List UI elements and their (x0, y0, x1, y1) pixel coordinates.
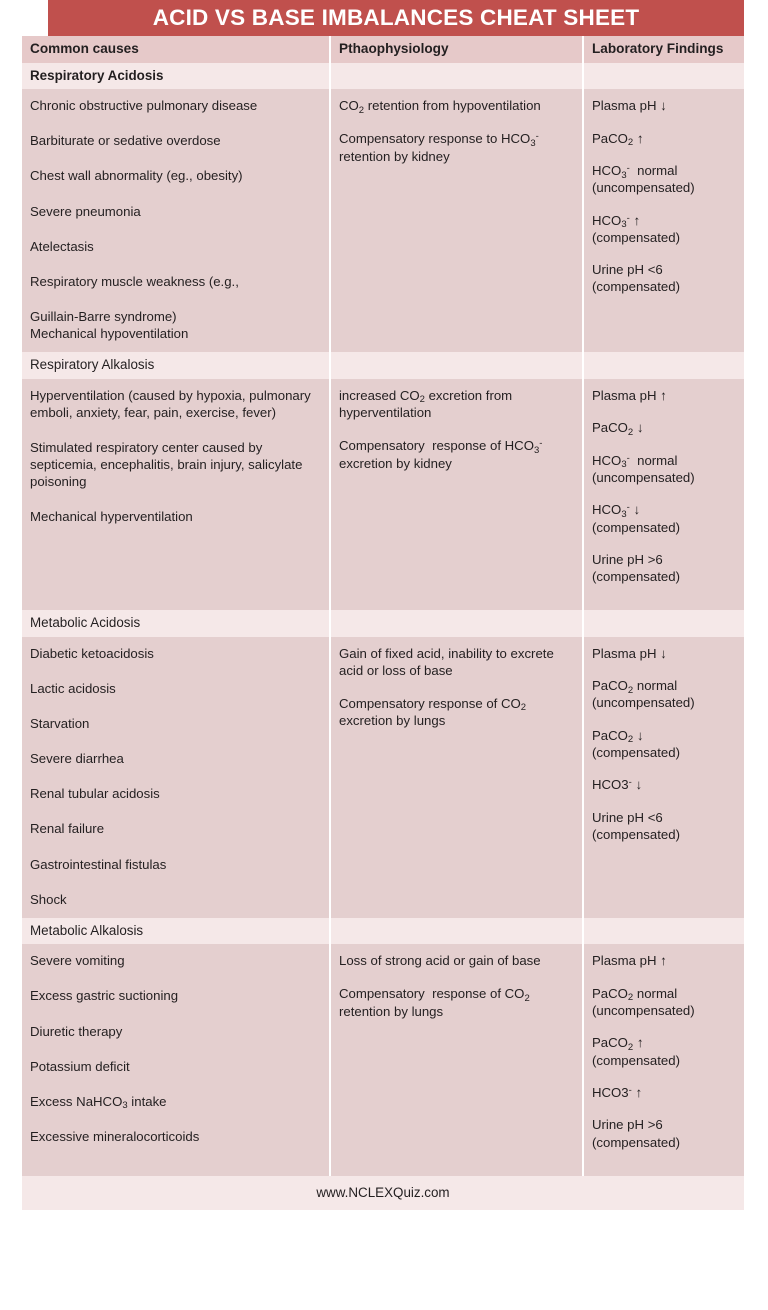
list-item: Gastrointestinal fistulas (30, 856, 167, 872)
table-row (22, 944, 744, 1175)
pathophysiology-list (339, 387, 572, 472)
section-spacer-cell (330, 63, 583, 89)
list-item: $HCO_3^-$ normal (uncompensated) (592, 452, 695, 486)
list-item: Excess NaHCO$_3$ intake (30, 1093, 167, 1112)
section-header-row (22, 352, 744, 378)
list-item: PaCO$_2$ ↓ (592, 420, 644, 438)
list-item: Excess gastric suctioning (30, 988, 179, 1004)
section-spacer-cell (330, 610, 583, 636)
list-item: Diuretic therapy (30, 1023, 123, 1039)
causes-list (30, 952, 319, 1145)
pathophysiology-cell (330, 379, 583, 610)
list-item: Urine pH <6 (compensated) (592, 809, 680, 842)
list-item: Plasma pH ↓ (592, 98, 667, 114)
list-item: increased $CO_2$ excretion from hyperventilation (339, 387, 513, 421)
list-item: $CO_2$ retention from hypoventilation (339, 98, 541, 116)
list-item: HCO3- ↑ (592, 1084, 643, 1100)
causes-list (30, 97, 319, 342)
laboratory-findings-cell (583, 379, 744, 610)
list-item: Plasma pH ↑ (592, 387, 667, 403)
list-item: Lactic acidosis (30, 680, 116, 696)
section-header-row (22, 918, 744, 944)
list-item: PaCO$_2$ normal (uncompensated) (592, 985, 695, 1019)
section-title-respiratory-alkalosis: Respiratory Alkalosis (22, 352, 330, 378)
causes-cell (22, 379, 330, 610)
list-item: Mechanical hyperventilation (30, 509, 193, 525)
list-item: Excessive mineralocorticoids (30, 1129, 200, 1145)
section-spacer-cell (583, 63, 744, 89)
section-spacer-cell (330, 918, 583, 944)
laboratory-findings-list (592, 952, 734, 1150)
pathophysiology-cell (330, 637, 583, 918)
list-item: Severe diarrhea (30, 751, 124, 767)
section-header-row (22, 63, 744, 89)
list-item: Severe pneumonia (30, 203, 141, 219)
laboratory-findings-list (592, 387, 734, 585)
laboratory-findings-list (592, 645, 734, 843)
laboratory-findings-cell (583, 944, 744, 1175)
list-item: Chest wall abnormality (eg., obesity) (30, 168, 243, 184)
list-item: Respiratory muscle weakness (e.g., (30, 273, 239, 289)
list-item: Compensatory response of $CO_2$ retention by lungs (339, 986, 530, 1019)
list-item: Urine pH <6 (compensated) (592, 262, 680, 295)
table-row (22, 637, 744, 918)
list-item: PaCO$_2$ ↑ (592, 130, 644, 148)
causes-cell (22, 89, 330, 352)
list-item: Atelectasis (30, 238, 94, 254)
column-header-pathophysiology: Pthaophysiology (330, 36, 583, 63)
list-item: Starvation (30, 715, 90, 731)
list-item: Plasma pH ↓ (592, 645, 667, 661)
column-header-laboratory-findings: Laboratory Findings (583, 36, 744, 63)
table-column-header-row (22, 36, 744, 63)
list-item: $HCO_3^-$ ↓ (compensated) (592, 502, 680, 535)
section-spacer-cell (583, 610, 744, 636)
column-header-common-causes: Common causes (22, 36, 330, 63)
causes-list (30, 387, 319, 526)
section-spacer-cell (583, 918, 744, 944)
list-item: Renal failure (30, 821, 105, 837)
laboratory-findings-list (592, 97, 734, 295)
footer-row (22, 1176, 744, 1210)
pathophysiology-cell (330, 944, 583, 1175)
laboratory-findings-cell (583, 89, 744, 352)
list-item: Loss of strong acid or gain of base (339, 953, 541, 969)
list-item: Mechanical hypoventilation (30, 326, 189, 342)
list-item: Stimulated respiratory center caused by septicemia, encephalitis, brain injury, salicylate poisoning (30, 440, 303, 490)
list-item: Hyperventilation (caused by hypoxia, pulmonary emboli, anxiety, fear, pain, exercise, fever) (30, 387, 311, 420)
pathophysiology-list (339, 645, 572, 730)
list-item: $HCO_3^-$ normal (uncompensated) (592, 163, 695, 196)
acid-base-table (22, 36, 744, 1210)
section-spacer-cell (330, 352, 583, 378)
list-item: Urine pH >6 (compensated) (592, 1117, 680, 1150)
title-banner (48, 0, 744, 36)
list-item: PaCO$_2$ normal (uncompensated) (592, 678, 695, 711)
pathophysiology-cell (330, 89, 583, 352)
causes-cell (22, 637, 330, 918)
list-item: Chronic obstructive pulmonary disease (30, 98, 258, 114)
table-row (22, 379, 744, 610)
section-header-row (22, 610, 744, 636)
section-spacer-cell (583, 352, 744, 378)
list-item: PaCO$_2$ ↓ (compensated) (592, 727, 680, 761)
list-item: Shock (30, 891, 67, 907)
list-item: Compensatory response of $HCO_3^-$ excretion by kidney (339, 438, 543, 471)
section-title-metabolic-acidosis: Metabolic Acidosis (22, 610, 330, 636)
list-item: Renal tubular acidosis (30, 786, 160, 802)
causes-cell (22, 944, 330, 1175)
list-item: $HCO_3^-$ ↑ (compensated) (592, 212, 680, 246)
list-item: Severe vomiting (30, 953, 125, 969)
page-title: ACID VS BASE IMBALANCES CHEAT SHEET (152, 4, 640, 30)
laboratory-findings-cell (583, 637, 744, 918)
pathophysiology-list (339, 952, 572, 1020)
table-row (22, 89, 744, 352)
list-item: Potassium deficit (30, 1058, 130, 1074)
list-item: Barbiturate or sedative overdose (30, 133, 221, 149)
list-item: Guillain-Barre syndrome) (30, 308, 177, 324)
list-item: Gain of fixed acid, inability to excrete acid or loss of base (339, 645, 554, 678)
pathophysiology-list (339, 97, 572, 165)
list-item: Plasma pH ↑ (592, 953, 667, 969)
list-item: PaCO$_2$ ↑ (compensated) (592, 1035, 680, 1068)
list-item: HCO3- ↓ (592, 777, 643, 793)
list-item: Urine pH >6 (compensated) (592, 551, 680, 584)
causes-list (30, 645, 319, 908)
list-item: Diabetic ketoacidosis (30, 645, 154, 661)
section-title-respiratory-acidosis: Respiratory Acidosis (22, 63, 330, 89)
list-item: Compensatory response to $HCO_3^-$ retention by kidney (339, 131, 539, 164)
section-title-metabolic-alkalosis: Metabolic Alkalosis (22, 918, 330, 944)
footer-credit: www.NCLEXQuiz.com (22, 1176, 744, 1210)
list-item: Compensatory response of $CO_2$ excretion by lungs (339, 695, 527, 729)
